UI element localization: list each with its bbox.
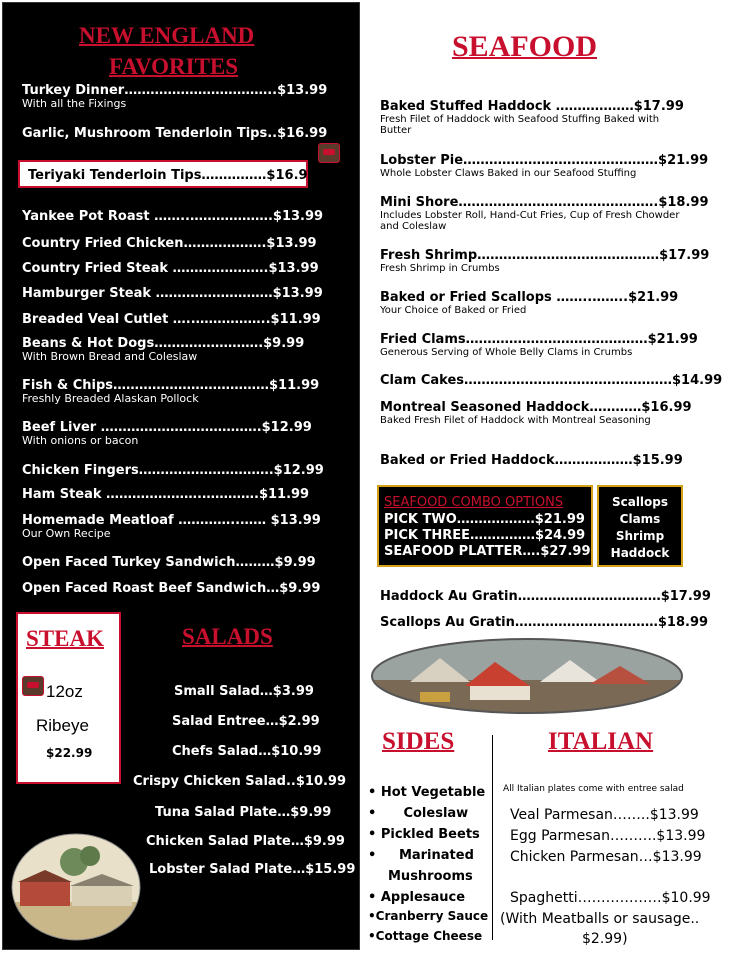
fair-painting-image [370, 636, 684, 716]
salad-item: Crispy Chicken Salad..$10.99 [133, 774, 347, 789]
menu-item: Breaded Veal Cutlet …..……………..$11.99 [22, 312, 321, 327]
combo-title: SEAFOOD COMBO OPTIONS [384, 495, 564, 510]
salad-item: Salad Entree…$2.99 [172, 714, 320, 729]
spaghetti-note: $2.99) [582, 931, 628, 947]
combo-line: SEAFOOD PLATTER….$27.99 [384, 544, 591, 559]
salad-item: Chicken Salad Plate…$9.99 [146, 834, 345, 849]
menu-item: Beans & Hot Dogs…………………….$9.99 With Brown Bread and Coleslaw [22, 336, 305, 363]
steak-cut: Ribeye [36, 716, 89, 735]
steak-box [16, 612, 121, 784]
side-item: • Applesauce [368, 890, 466, 905]
new-england-title-line2: FAVORITES [109, 54, 239, 79]
steak-size: 12oz [46, 682, 83, 701]
seafood-item: Baked Stuffed Haddock ………………$17.99 Fresh Filet of Haddock with Seafood Stuffing Baked with Butter [380, 99, 684, 136]
menu-item: Yankee Pot Roast ……..……………….$13.99 [22, 209, 324, 224]
italian-title: ITALIAN [548, 728, 654, 755]
side-item: • Pickled Beets [368, 827, 480, 842]
combo-line: PICK TWO………………$21.99 [384, 512, 585, 527]
seafood-item: Montreal Seasoned Haddock…………$16.99 Baked Fresh Filet of Haddock with Montreal Seasoning [380, 400, 692, 426]
seafood-item: Fried Clams……………………………………$21.99 Generous Serving of Whole Belly Clams in Crumbs [380, 332, 698, 358]
menu-item: Open Faced Turkey Sandwich………$9.99 [22, 555, 316, 570]
menu-item: Homemade Meatloaf …………..…… $13.99 Our Own Recipe [22, 513, 321, 540]
italian-note: All Italian plates come with entree salad [503, 784, 684, 794]
salad-item: Lobster Salad Plate…$15.99 [149, 862, 356, 877]
seafood-combo-box [377, 485, 593, 567]
salad-item: Chefs Salad…$10.99 [172, 744, 322, 759]
menu-item: Country Fried Steak ………………….$13.99 [22, 261, 319, 276]
menu-item: Open Faced Roast Beef Sandwich…$9.99 [22, 581, 321, 596]
teriyaki-item: Teriyaki Tenderloin Tips……………$16.99 [28, 168, 317, 183]
side-item: Mushrooms [388, 869, 473, 884]
italian-item: Spaghetti………………$10.99 [510, 890, 711, 906]
restaurant-icon [318, 143, 340, 163]
side-item: •Cranberry Sauce [368, 909, 489, 923]
new-england-title-line1: NEW ENGLAND [79, 23, 255, 48]
menu-item: Garlic, Mushroom Tenderloin Tips..$16.99 [22, 126, 328, 141]
combo-choice: Shrimp [615, 529, 665, 543]
spaghetti-note: (With Meatballs or sausage.. [500, 911, 700, 927]
side-item: •Cottage Cheese [368, 929, 483, 943]
teriyaki-box [18, 160, 317, 188]
gratin-item: Scallops Au Gratin……………………………$18.99 [380, 615, 709, 630]
combo-choices-box [597, 485, 683, 567]
menu-item: Beef Liver ……………………………….$12.99 With onions or bacon [22, 420, 312, 447]
steak-title: STEAK [26, 626, 104, 651]
side-item: • Hot Vegetable [368, 785, 486, 800]
seafood-item: Clam Cakes…………………………………………$14.99 [380, 373, 723, 388]
italian-item: Veal Parmesan……..$13.99 [510, 807, 699, 823]
seafood-item: Baked or Fried Haddock………………$15.99 [380, 453, 683, 468]
salad-item: Small Salad…$3.99 [174, 684, 314, 699]
menu-item: Fish & Chips………………………………$11.99 Freshly Breaded Alaskan Pollock [22, 378, 320, 405]
seafood-item: Lobster Pie………………………………………$21.99 Whole Lobster Claws Baked in our Seafood Stuffing [380, 153, 709, 179]
gratin-item: Haddock Au Gratin……………………………$17.99 [380, 589, 711, 604]
combo-choice: Haddock [610, 546, 670, 560]
side-item: • Marinated [368, 848, 474, 863]
combo-line: PICK THREE……………$24.99 [384, 528, 586, 543]
menu-item: Ham Steak ………………….………….$11.99 [22, 487, 310, 502]
menu-item: Turkey Dinner……………………………..$13.99 With all the Fixings [22, 83, 328, 110]
menu-item: Hamburger Steak ………………………$13.99 [22, 286, 323, 301]
seafood-item: Baked or Fried Scallops ……..……..$21.99 Your Choice of Baked or Fried [380, 290, 679, 316]
menu-item: Country Fried Chicken……………….$13.99 [22, 236, 317, 251]
salad-item: Tuna Salad Plate…$9.99 [155, 805, 332, 820]
steak-price: $22.99 [46, 746, 93, 760]
salads-title: SALADS [182, 624, 273, 649]
italian-item: Chicken Parmesan…$13.99 [510, 849, 702, 865]
italian-item: Egg Parmesan……….$13.99 [510, 828, 706, 844]
seafood-title: SEAFOOD [452, 30, 598, 63]
seafood-item: Fresh Shrimp……………………………………$17.99 Fresh Shrimp in Crumbs [380, 248, 710, 274]
seafood-item: Mini Shore……………………………………….$18.99 Includes Lobster Roll, Hand-Cut Fries, Cup of Fresh Chowder and Coleslaw [380, 195, 709, 232]
divider [492, 735, 493, 940]
inn-painting-image [10, 832, 142, 942]
combo-choice: Clams [619, 512, 661, 526]
side-item: • Coleslaw [368, 806, 469, 821]
restaurant-icon [22, 676, 44, 696]
combo-choice: Scallops [611, 495, 669, 509]
menu-item: Chicken Fingers………………………….$12.99 [22, 463, 324, 478]
sides-title: SIDES [382, 728, 455, 755]
